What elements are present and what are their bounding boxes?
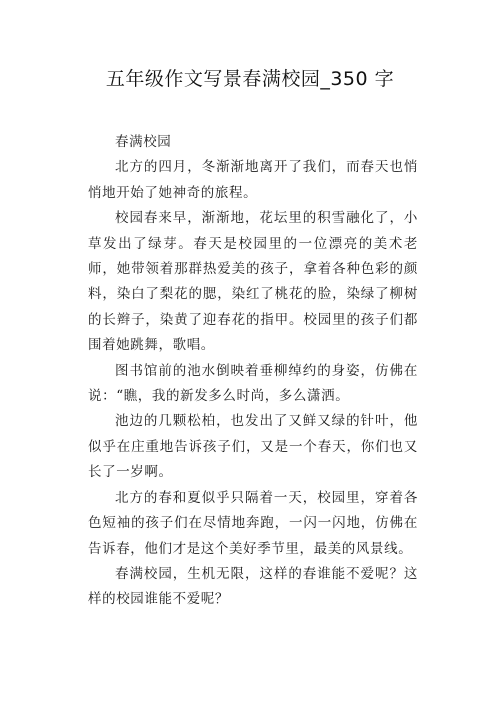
document-title: 五年级作文写景春满校园_350 字 (105, 68, 395, 90)
paragraph: 北方的春和夏似乎只隔着一天，校园里，穿着各色短袖的孩子们在尽情地奔跑，一闪一闪地，仿佛在告诉春，他们才是这个美好季节里，最美的风景线。 (88, 489, 418, 557)
document-body (88, 130, 418, 613)
paragraph: 北方的四月，冬渐渐地离开了我们，而春天也悄悄地开始了她神奇的旅程。 (88, 159, 418, 201)
paragraph: 池边的几颗松柏，也发出了又鲜又绿的针叶，他似乎在庄重地告诉孩子们，又是一个春天，你们也又长了一岁啊。 (88, 413, 418, 481)
paragraph: 春满校园，生机无限，这样的春谁能不爱呢？这样的校园谁能不爱呢？ (88, 565, 418, 608)
paragraph-heading: 春满校园 (115, 134, 172, 150)
paragraph: 图书馆前的池水倒映着垂柳绰约的身姿，仿佛在说：“瞧，我的新发多么时尚，多么潇洒。 (88, 362, 418, 405)
paragraph: 校园春来早，渐渐地，花坛里的积雪融化了，小草发出了绿芽。春天是校园里的一位漂亮的美术老师，她带领着那群热爱美的孩子，拿着各种色彩的颜料，染白了梨花的腮，染红了桃花的脸，染绿了柳树的长辫子，染黄了迎春花的指甲。校园里的孩子们都围着她跳舞，歌唱。 (88, 210, 418, 354)
